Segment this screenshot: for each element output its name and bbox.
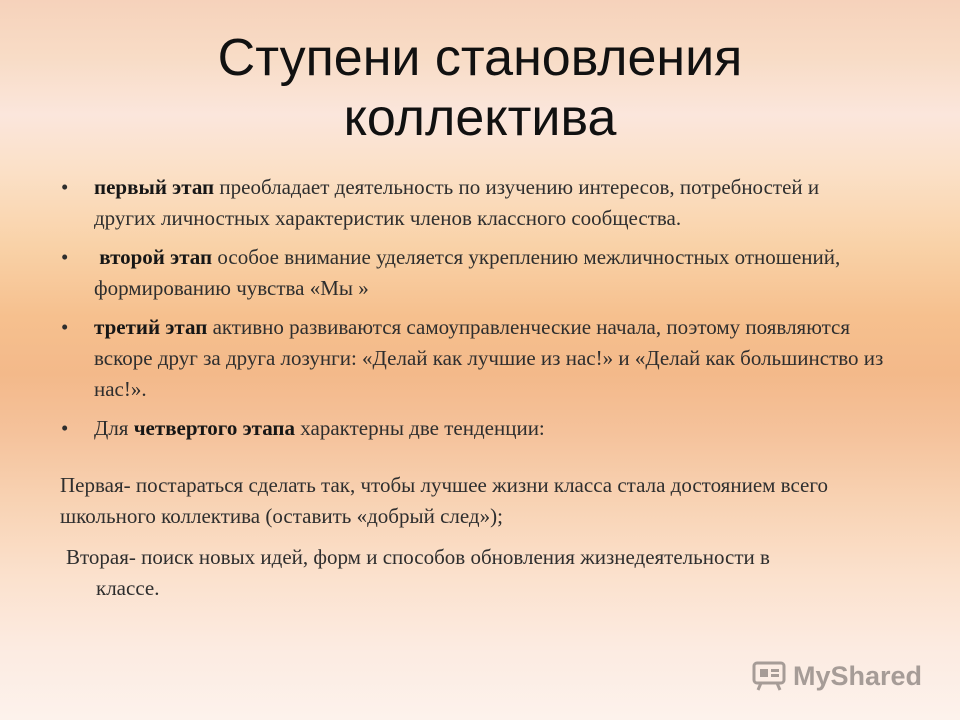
myshared-watermark — [751, 660, 922, 692]
bullet-dot-icon: • — [61, 245, 69, 269]
slide-title-line-2: коллектива — [343, 89, 617, 147]
paragraph-first: Первая- постараться сделать так, чтобы лучшее жизни класса стала достоянием всего школьного коллектива (оставить «добрый след»); — [60, 473, 828, 528]
paragraph-second — [56, 542, 886, 604]
bullet-bold: второй этап — [99, 245, 213, 269]
bullet-dot-icon: • — [61, 175, 69, 199]
bullet-text: преобладает деятельность по изучению интересов, потребностей и других личностных характеристик членов классного сообщества. — [94, 175, 820, 230]
bullet-prefix: Для — [94, 416, 134, 440]
bullet-dot-icon: • — [61, 315, 69, 339]
bullet-list — [56, 172, 886, 444]
bullet-bold: четвертого этапа — [133, 416, 296, 440]
slide-title — [0, 28, 960, 148]
bullet-bold: первый этап — [94, 175, 215, 199]
bullet-bold: третий этап — [94, 315, 208, 339]
paragraph-second-line-1: Вторая- поиск новых идей, форм и способов обновления жизнедеятельности в — [66, 545, 770, 569]
bullet-text: особое внимание уделяется укреплению межличностных отношений, формированию чувства «Мы » — [94, 245, 841, 300]
bullet-item-2 — [56, 242, 886, 304]
bullet-text: характерны две тенденции: — [295, 416, 545, 440]
myshared-logo-icon — [751, 660, 787, 692]
bullet-text: активно развиваются самоуправленческие начала, поэтому появляются вскоре друг за друга лозунги: «Делай как лучшие из нас!» и «Делай как большинство из нас!». — [94, 315, 884, 401]
bullet-dot-icon: • — [61, 416, 69, 440]
slide-title-line-1: Ступени становления — [217, 29, 743, 87]
bullet-item-1 — [56, 172, 886, 234]
watermark-text: MyShared — [792, 660, 922, 691]
bullet-item-3 — [56, 312, 886, 405]
bullet-item-4 — [56, 413, 886, 444]
slide-content — [56, 172, 886, 604]
paragraph-second-line-2: классе. — [96, 576, 160, 600]
